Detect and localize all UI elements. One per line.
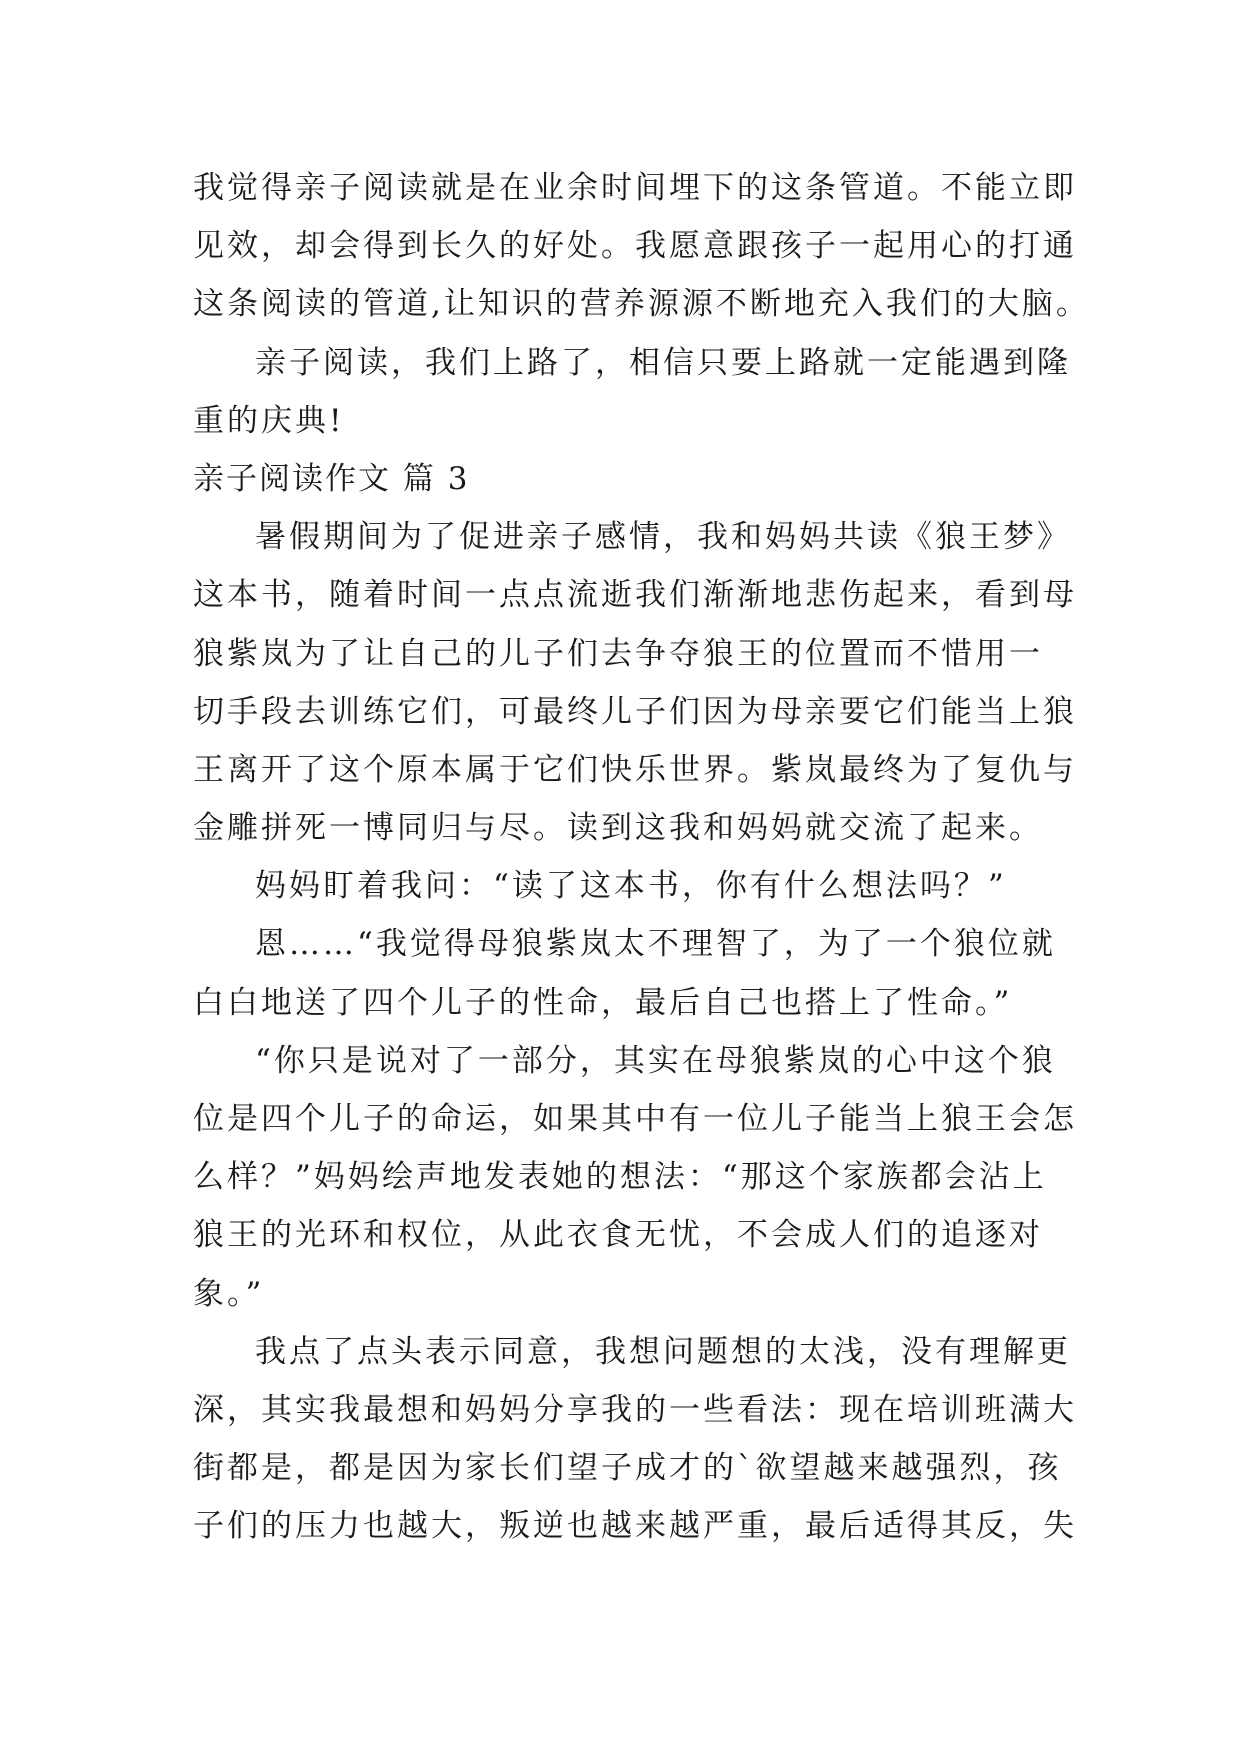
text-line: 这本书，随着时间一点点流逝我们渐渐地悲伤起来，看到母 bbox=[193, 577, 1077, 614]
text-line: 我觉得亲子阅读就是在业余时间埋下的这条管道。不能立即 bbox=[193, 170, 1077, 206]
text-line: 恩……“我觉得母狼紫岚太不理智了，为了一个狼位就 bbox=[255, 926, 1056, 963]
text-line: 白白地送了四个儿子的性命，最后自己也搭上了性命。” bbox=[193, 984, 1013, 1021]
text-line: 亲子阅读，我们上路了，相信只要上路就一定能遇到隆 bbox=[255, 344, 1071, 381]
text-line: 街都是，都是因为家长们望子成才的`欲望越来越强烈，孩 bbox=[193, 1450, 1062, 1487]
text-line: 狼紫岚为了让自己的儿子们去争夺狼王的位置而不惜用一 bbox=[193, 635, 1043, 672]
text-line: 重的庆典! bbox=[193, 402, 345, 439]
text-line: 子们的压力也越大，叛逆也越来越严重，最后适得其反，失 bbox=[193, 1508, 1077, 1545]
text-line: 见效，却会得到长久的好处。我愿意跟孩子一起用心的打通 bbox=[193, 228, 1077, 265]
text-line: 位是四个儿子的命运，如果其中有一位儿子能当上狼王会怎 bbox=[193, 1101, 1077, 1137]
text-line: 深，其实我最想和妈妈分享我的一些看法：现在培训班满大 bbox=[193, 1391, 1077, 1428]
text-line: 这条阅读的管道,让知识的营养源源不断地充入我们的大脑。 bbox=[193, 286, 1090, 323]
text-line: 狼王的光环和权位，从此衣食无忧，不会成人们的追逐对 bbox=[193, 1217, 1043, 1254]
text-line: 王离开了这个原本属于它们快乐世界。紫岚最终为了复仇与 bbox=[193, 751, 1077, 788]
text-line: 象。” bbox=[193, 1275, 265, 1312]
text-line: 暑假期间为了促进亲子感情，我和妈妈共读《狼王梦》 bbox=[255, 519, 1071, 556]
text-line: 么样？”妈妈绘声地发表她的想法：“那这个家族都会沾上 bbox=[193, 1159, 1047, 1196]
document-body bbox=[193, 159, 1093, 1556]
text-line: 金雕拼死一博同归与尽。读到这我和妈妈就交流了起来。 bbox=[193, 810, 1043, 847]
text-line: 妈妈盯着我问：“读了这本书，你有什么想法吗？” bbox=[255, 868, 1007, 905]
text-line: 我点了点头表示同意，我想问题想的太浅，没有理解更 bbox=[255, 1333, 1071, 1370]
text-line: “你只是说对了一部分，其实在母狼紫岚的心中这个狼 bbox=[255, 1042, 1056, 1079]
text-line: 切手段去训练它们，可最终儿子们因为母亲要它们能当上狼 bbox=[193, 693, 1077, 730]
section-heading: 亲子阅读作文 篇 3 bbox=[193, 460, 470, 497]
